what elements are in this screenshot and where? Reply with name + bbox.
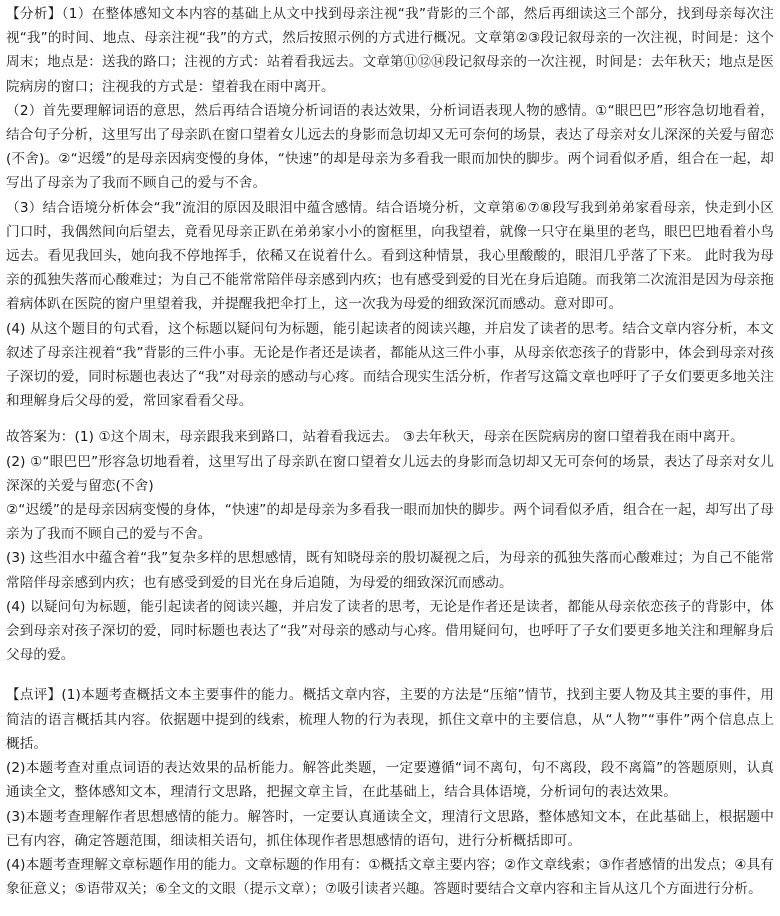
answer-paragraph-3: ②“迟缓”的是母亲因病变慢的身体，“快速”的却是母亲为多看我一眼而加快的脚步。两个词看似矛盾，组合在一起，却写出了母亲为了我而不顾自己的爱与不舍。 [6, 502, 774, 543]
answer-paragraph-4: (3) 这些泪水中蕴含着“我”复杂多样的思想感情，既有知晓母亲的殷切凝视之后，为母亲的孤独失落而心酸难过；为自己不能常常陪伴母亲感到内疚；也有感受到爱的目光在身后追随，为母爱的细致深沉而感动。 [6, 550, 774, 591]
comment-paragraph-2: (2)本题考查对重点词语的表达效果的品析能力。解答此类题，一定要遵循“词不离句，句不离段，段不离篇”的答题原则，认真通读全文，整体感知文本，理清行文思路，把握文章主旨，在此基础上，结合具体语境，分析词句的表达效果。 [6, 760, 774, 801]
analysis-paragraph-3: （3）结合语境分析体会“我”流泪的原因及眼泪中蕴含感情。结合语境分析，文章第⑥⑦⑧段写我到弟弟家看母亲，快走到小区门口时，我偶然间向后望去，竟看见母亲正趴在弟弟家小小的窗框里，向我望着，就像一只守在巢里的老鸟，眼巴巴地看着小鸟远去。看见我回头，她向我不停地挥手，依稀又在说着什么。看到这种情景，我心里酸酸的，眼泪几乎落了下来。 此时我为母亲的孤独失落而心酸难过；为自己不能常常陪伴母亲感到内疚；也有感受到爱的目光在身后追随。而我第二次流泪是因为母亲拖着病体趴在医院的窗户里望着我，并提醒我把伞打上，这一次我为母爱的细致深沉而感动。意对即可。 [6, 199, 774, 313]
comment-section [6, 683, 774, 901]
comment-paragraph-3: (3)本题考查理解作者思想感情的能力。解答时，一定要认真通读全文，理清行文思路，整体感知文本，在此基础上，根据题中已有内容，确定答题范围，细读相关语句，抓住体现作者思想感情的语句，进行分析概括即可。 [6, 808, 774, 849]
answer-section [6, 425, 774, 667]
comment-paragraph-4: (4)本题考查理解文章标题作用的能力。文章标题的作用有：①概括文章主要内容；②作文章线索；③作者感情的出发点；④具有象征意义；⑤语带双关；⑥全文的文眼（提示文章）；⑦吸引读者兴趣。答题时要结合文章内容和主旨从这几个方面进行分析。 [6, 856, 774, 898]
analysis-paragraph-4: (4) 从这个题目的句式看，这个标题以疑问句为标题，能引起读者的阅读兴趣，并启发了读者的思考。结合文章内容分析，本文叙述了母亲注视着“我”背影的三件小事。无论是作者还是读者，都能从这三件小事，从母亲依恋孩子的背影中，体会到母亲对孩子深切的爱，同时标题也表达了“我”对母亲的感动与心疼。而结合现实生活分析，作者写这篇文章也呼吁了子女们要更多地关注和理解身后父母的爱，常回家看看父母。 [6, 320, 774, 410]
answer-paragraph-5: (4) 以疑问句为标题，能引起读者的阅读兴趣，并启发了读者的思考，无论是作者还是读者，都能从母亲依恋孩子的背影中，体会到母亲对孩子深切的爱，同时标题也表达了“我”对母亲的感动与心疼。借用疑问句，也呼吁了子女们要更多地关注和理解身后父母的爱。 [6, 598, 774, 664]
analysis-paragraph-1: 【分析】（1）在整体感知文本内容的基础上从文中找到母亲注视“我”背影的三个部，然后再细读这三个部分，找到母亲每次注视“我”的时间、地点、母亲注视“我”的方式，然后按照示例的方式进行概况。文章第②③段记叙母亲的一次注视，时间是：这个周末；地点是：送我的路口；注视的方式：站着看我远去。文章第⑪⑫⑭段记叙母亲的一次注视，时间是：去年秋天；地点是医院病房的窗口；注视我的方式是：望着我在雨中离开。 [6, 6, 774, 95]
analysis-paragraph-2: （2）首先要理解词语的意思，然后再结合语境分析词语的表达效果，分析词语表现人物的感情。①“眼巴巴”形容急切地看着，结合句子分析，这里写出了母亲趴在窗口望着女儿远去的身影而急切却又无可奈何的场景，表达了母亲对女儿深深的关爱与留恋(不舍)。②“迟缓”的是母亲因病变慢的身体，“快速”的却是母亲为多看我一眼而加快的脚步。两个词看似矛盾，组合在一起，却写出了母亲为了我而不顾自己的爱与不舍。 [6, 102, 774, 192]
comment-paragraph-1: 【点评】(1)本题考查概括文本主要事件的能力。概括文章内容，主要的方法是“压缩”情节，找到主要人物及其主要的事件，用简洁的语言概括其内容。依据题中提到的线索，梳理人物的行为表现，抓住文章中的主要信息，从“人物”“事件”两个信息点上概括。 [6, 687, 774, 752]
analysis-section [6, 2, 774, 413]
answer-paragraph-1: 故答案为：(1) ①这个周末，母亲跟我来到路口，站着看我远去。 ③去年秋天，母亲在医院病房的窗口望着我在雨中离开。 [6, 429, 744, 446]
answer-paragraph-2: (2) ①“眼巴巴”形容急切地看着，这里写出了母亲趴在窗口望着女儿远去的身影而急切却又无可奈何的场景，表达了母亲对女儿深深的关爱与留恋(不舍) [6, 453, 774, 494]
